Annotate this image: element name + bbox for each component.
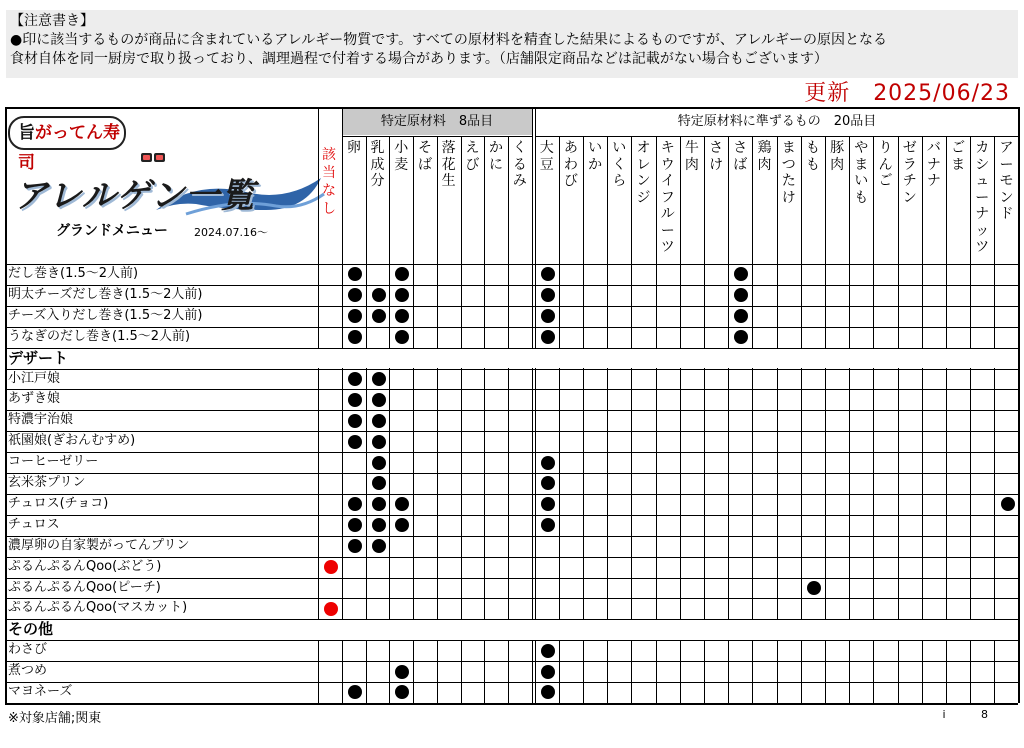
updated-date: 更新 2025/06/23 [804,81,1010,106]
menu-item-name: 祇園娘(ぎおんむすめ) [8,433,136,449]
allergen-header-3: そば [417,140,432,173]
section-heading: その他 [8,620,54,639]
allergen-mark [372,372,386,386]
allergen-header-0: 卵 [346,140,361,156]
menu-item-name: 特濃宇治娘 [8,412,74,428]
menu-item-name: あずき娘 [8,391,61,407]
allergen-mark [348,393,362,407]
allergen-header-15: さけ [709,140,724,173]
grid-line [5,389,1018,390]
menu-item-name: ぷるんぷるんQoo(マスカット) [8,600,188,616]
allergen-header-6: かに [489,140,504,173]
no-allergen-mark [324,602,338,616]
allergen-mark [395,518,409,532]
allergen-mark [348,309,362,323]
grid-line [825,136,826,703]
allergen-mark [348,685,362,699]
allergen-mark [734,330,748,344]
grid-line [5,107,1018,109]
grid-line [849,136,850,703]
menu-item-name: 煮つめ [8,663,48,679]
allergen-header-11: いくら [612,140,627,189]
allergen-header-22: りんご [878,140,893,189]
grid-line [873,136,874,703]
grid-line [5,410,1018,411]
allergen-mark [734,309,748,323]
allergen-header-14: 牛肉 [684,140,699,173]
menu-item-name: ぷるんぷるんQoo(ぶどう) [8,558,162,574]
grid-line [5,369,1018,370]
allergen-mark [348,518,362,532]
allergen-header-8: 大豆 [539,140,554,173]
grid-line [559,136,560,703]
allergen-header-18: まつたけ [781,140,796,206]
grid-line [484,136,485,703]
allergen-mark [372,539,386,553]
allergen-header-4: 落花生 [441,140,456,189]
menu-item-name: だし巻き(1.5〜2人前) [8,266,139,281]
menu-item-name: 明太チーズだし巻き(1.5〜2人前) [8,286,203,302]
allergen-mark [348,539,362,553]
allergen-header-17: 鶏肉 [757,140,772,173]
allergen-mark [541,309,555,323]
allergen-header-25: ごま [951,140,966,173]
section-fill [317,349,1017,369]
grid-line [5,515,1018,516]
section-fill [317,620,1017,640]
equivalent-group-header: 特定原材料に準ずるもの 20品目 [535,109,1019,135]
allergen-mark [372,518,386,532]
grid-line [922,136,923,703]
page-number: i 8 [942,708,1004,721]
grid-line [5,494,1018,495]
grid-line [535,107,536,703]
allergen-mark [541,288,555,302]
allergen-mark [372,414,386,428]
grid-line [5,682,1018,683]
allergen-mark [395,685,409,699]
grid-line [607,136,608,703]
allergen-mark [348,288,362,302]
allergen-header-5: えび [465,140,480,173]
allergen-mark [541,476,555,490]
allergen-mark [395,665,409,679]
grid-line [631,136,632,703]
allergen-mark [348,372,362,386]
logo-title: アレルゲン一覧 [14,176,256,216]
allergen-mark [348,330,362,344]
grid-line [437,136,438,703]
allergen-mark [348,414,362,428]
allergen-header-7: くるみ [512,140,527,189]
allergen-header-21: やまいも [854,140,869,206]
allergen-mark [395,330,409,344]
allergen-mark [541,665,555,679]
allergen-mark [348,267,362,281]
no-allergen-mark [324,560,338,574]
grid-line [946,136,947,703]
allergen-mark [541,685,555,699]
allergen-mark [541,267,555,281]
menu-item-name: わさび [8,642,48,658]
allergen-mark [807,581,821,595]
notice-line-1: ●印に該当するものが商品に含まれているアレルギー物質です。すべての原材料を精査した結果によるものですが、アレルギーの原因となる [10,32,887,48]
allergen-mark [395,267,409,281]
grid-line [680,136,681,703]
notice-line-2: 食材自体を同一厨房で取り扱っており、調理過程で付着する場合があります。（店舗限定商品などは記載がない場合もございます） [10,51,828,67]
grid-line [532,107,533,703]
grid-line [342,107,343,703]
grid-line [413,136,414,703]
allergen-mark [734,288,748,302]
grid-line [898,136,899,703]
grid-line [5,431,1018,432]
grid-line [366,136,367,703]
grid-line [5,264,1018,265]
grid-line [5,661,1018,662]
menu-item-name: チュロス(チョコ) [8,495,109,511]
allergen-mark [348,435,362,449]
allergen-mark [372,456,386,470]
footer-note: ※対象店舗;関東 [8,711,102,726]
allergen-mark [541,644,555,658]
grid-line [801,136,802,703]
allergen-mark [372,497,386,511]
menu-item-name: コーヒーゼリー [8,454,99,470]
grid-line [5,640,1018,641]
allergen-mark [372,393,386,407]
allergen-mark [541,497,555,511]
grid-line [728,136,729,703]
grid-line [777,136,778,703]
allergen-header-23: ゼラチン [902,140,917,206]
allergen-mark [395,497,409,511]
grid-line [318,107,319,703]
allergen-header-16: さば [733,140,748,173]
grid-line [5,703,1018,705]
allergen-mark [1001,497,1015,511]
grid-line [5,473,1018,474]
grid-line [583,136,584,703]
grid-line [461,136,462,703]
no-allergen-header: 該当なし [322,147,336,217]
allergen-mark [734,267,748,281]
menu-item-name: チュロス [8,516,60,532]
allergen-header-9: あわび [563,140,578,189]
menu-item-name: 玄米茶プリン [8,475,86,490]
allergen-mark [348,497,362,511]
grid-line [1019,107,1020,703]
menu-item-name: チーズ入りだし巻き(1.5〜2人前) [8,307,203,323]
logo-subtitle: グランドメニュー [56,223,168,239]
allergen-mark [372,309,386,323]
grid-line [389,136,390,703]
logo-date: 2024.07.16〜 [194,226,268,239]
allergen-header-10: いか [588,140,603,173]
allergen-header-20: 豚肉 [830,140,845,173]
allergen-mark [372,476,386,490]
brand-name: がってん寿司 [18,123,120,173]
allergen-mark [372,288,386,302]
grid-line [704,136,705,703]
specified-group-header: 特定原材料 8品目 [342,109,532,135]
menu-item-name: 小江戸娘 [8,370,61,386]
allergen-header-26: カシューナッツ [975,140,990,255]
allergen-header-2: 小麦 [394,140,409,173]
allergen-header-13: キウイフルーツ [660,140,675,255]
allergen-header-24: バナナ [926,140,941,189]
grid-line [752,136,753,703]
notice-title: 【注意書き】 [10,13,94,29]
allergen-mark [541,456,555,470]
grid-line [5,452,1018,453]
allergen-mark [541,518,555,532]
brand-prefix: 旨 [18,123,35,143]
allergen-header-1: 乳成分 [370,140,385,189]
menu-item-name: ぷるんぷるんQoo(ピーチ) [8,579,161,595]
grid-line [508,136,509,703]
menu-item-name: うなぎのだし巻き(1.5〜2人前) [8,328,191,344]
allergen-header-27: アーモンド [999,140,1014,222]
allergen-mark [372,435,386,449]
section-heading: デザート [8,348,69,367]
menu-item-name: 濃厚卵の自家製がってんプリン [8,537,190,553]
allergen-mark [541,330,555,344]
allergen-mark [395,309,409,323]
allergen-header-19: もも [805,140,820,173]
allergen-mark [395,288,409,302]
menu-item-name: マヨネーズ [8,684,73,699]
allergen-header-12: オレンジ [636,140,651,206]
